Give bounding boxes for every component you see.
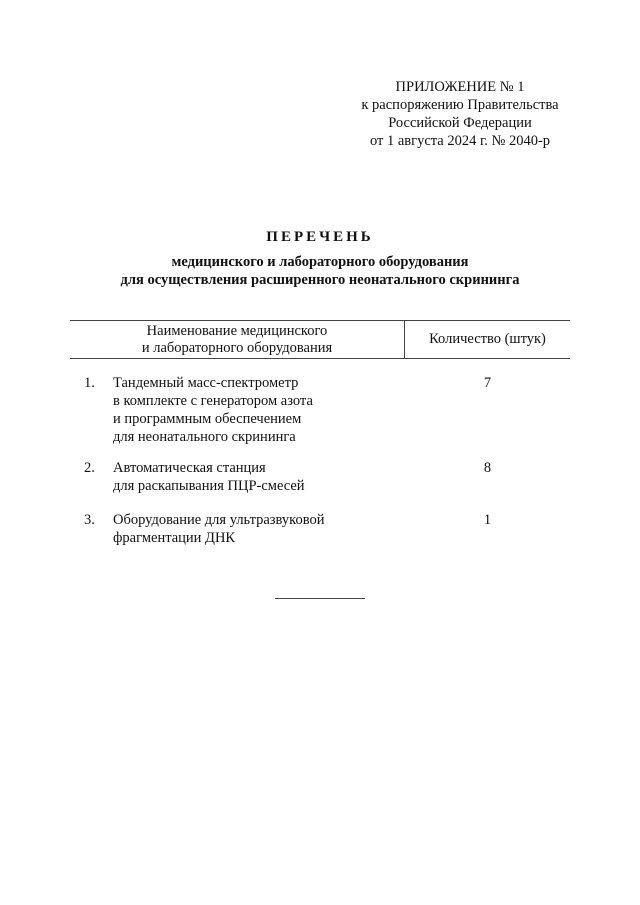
closing-divider xyxy=(275,598,365,599)
column-header-quantity: Количество (штук) xyxy=(429,331,546,347)
row-number: 3. xyxy=(84,512,95,528)
row-equipment-name xyxy=(113,511,403,547)
subtitle-line: для осуществления расширенного неонатального скрининга xyxy=(120,272,520,288)
appendix-title: ПРИЛОЖЕНИЕ № 1 xyxy=(395,79,525,95)
appendix-reference: к распоряжению Правительства xyxy=(361,97,559,113)
row-quantity: 8 xyxy=(483,460,492,476)
appendix-authority: Российской Федерации xyxy=(388,115,532,131)
row-name-line: для раскапывания ПЦР-смесей xyxy=(113,478,305,494)
document-subtitle xyxy=(0,253,640,289)
row-quantity: 7 xyxy=(483,375,492,391)
row-name-line: фрагментации ДНК xyxy=(113,530,236,546)
row-quantity: 1 xyxy=(483,512,492,528)
appendix-date-number: от 1 августа 2024 г. № 2040-р xyxy=(369,133,551,149)
column-header-name-line: Наименование медицинского xyxy=(146,323,328,339)
row-equipment-name xyxy=(113,459,403,495)
column-header-name xyxy=(70,321,404,358)
document-title: ПЕРЕЧЕНЬ xyxy=(266,229,374,245)
row-name-line: Тандемный масс-спектрометр xyxy=(113,375,299,391)
row-name-line: для неонатального скрининга xyxy=(113,429,296,445)
subtitle-line: медицинского и лабораторного оборудования xyxy=(171,254,469,270)
row-number: 1. xyxy=(84,375,95,391)
row-name-line: в комплекте с генератором азота xyxy=(113,393,313,409)
table-header xyxy=(70,320,570,359)
row-name-line: Автоматическая станция xyxy=(113,460,266,476)
row-equipment-name xyxy=(113,374,403,446)
column-header-name-line: и лабораторного оборудования xyxy=(141,340,333,356)
row-name-line: и программным обеспечением xyxy=(113,411,302,427)
row-name-line: Оборудование для ультразвуковой xyxy=(113,512,325,528)
row-number: 2. xyxy=(84,460,95,476)
appendix-block xyxy=(340,78,580,150)
